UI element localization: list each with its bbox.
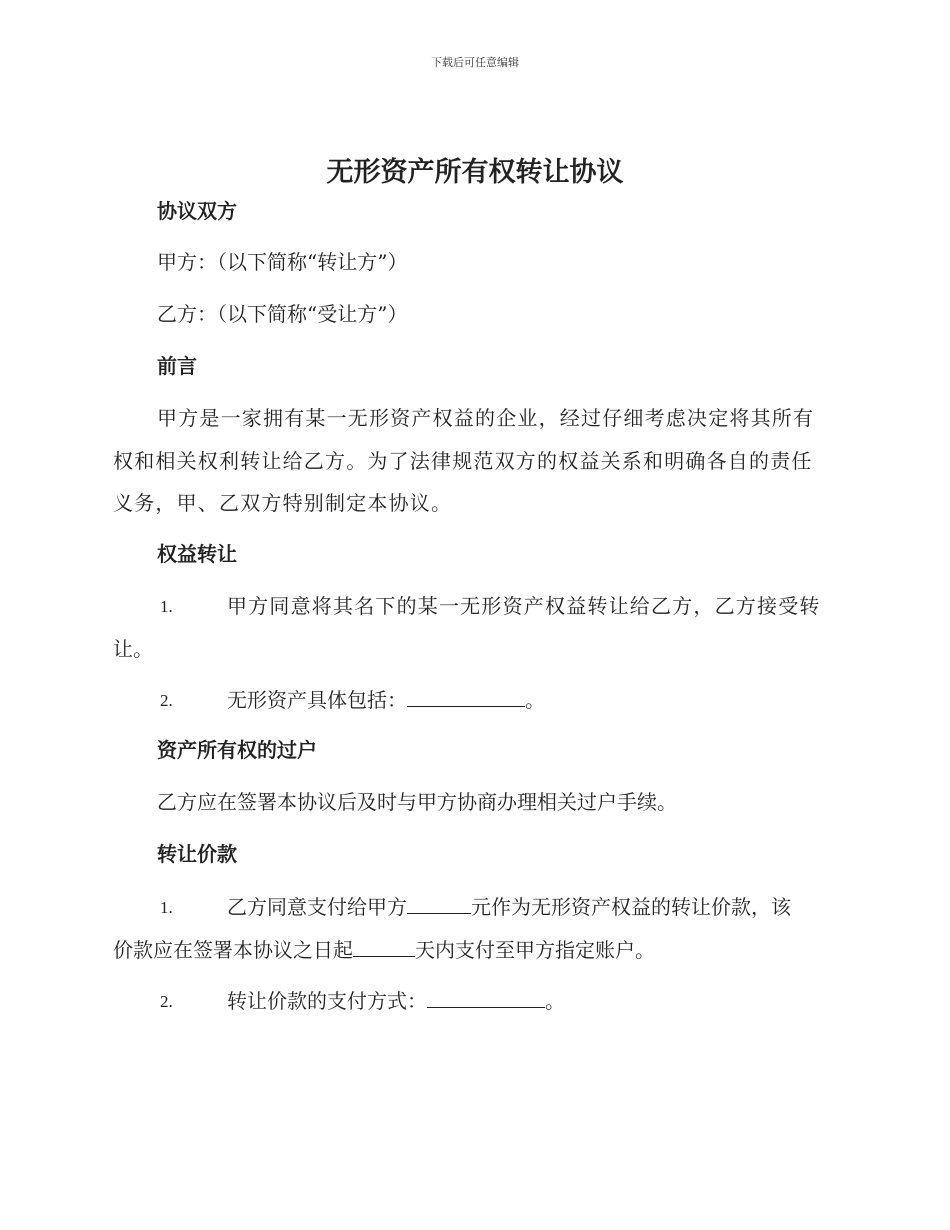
price-item-2-text: 转让价款的支付方式： — [227, 989, 427, 1013]
transfer-item-1-line-1: 甲方同意将其名下的某一无形资产权益转让给乙方，乙方接受转 — [227, 594, 821, 618]
transfer-item-1-line-2: 让。 — [113, 637, 153, 661]
ownership-heading: 资产所有权的过户 — [157, 738, 317, 762]
parties-heading: 协议双方 — [157, 199, 237, 223]
price-item-2-end: 。 — [545, 989, 565, 1013]
price-item-1-c: 价款应在签署本协议之日起 — [113, 938, 353, 962]
price-item-1-a: 乙方同意支付给甲方 — [227, 895, 407, 919]
preface-heading: 前言 — [157, 354, 197, 378]
payment-method-blank-field — [427, 987, 545, 1008]
transfer-item-1-number: 1. — [160, 597, 173, 616]
party-a-line: 甲方：（以下简称“转让方”） — [157, 250, 408, 274]
payment-days-blank-field — [353, 936, 415, 957]
transfer-heading: 权益转让 — [157, 542, 237, 566]
price-heading: 转让价款 — [157, 842, 237, 866]
price-item-1-d: 天内支付至甲方指定账户。 — [415, 938, 655, 962]
price-amount-blank-field — [407, 893, 471, 914]
transfer-item-2-end: 。 — [525, 688, 545, 712]
assets-blank-field — [407, 686, 525, 707]
party-b-line: 乙方：（以下简称“受让方”） — [157, 302, 408, 326]
transfer-item-2-line — [227, 686, 545, 714]
header-note: 下载后可任意编辑 — [431, 56, 519, 69]
price-item-2-number: 2. — [160, 992, 173, 1011]
price-item-1-line-1 — [227, 893, 791, 921]
preface-line-1: 甲方是一家拥有某一无形资产权益的企业，经过仔细考虑决定将其所有 — [157, 406, 815, 430]
ownership-text: 乙方应在签署本协议后及时与甲方协商办理相关过户手续。 — [157, 790, 677, 814]
price-item-1-line-2 — [113, 936, 655, 964]
price-item-2-line — [227, 987, 565, 1015]
transfer-item-2-text: 无形资产具体包括： — [227, 688, 407, 712]
price-item-1-number: 1. — [160, 898, 173, 917]
document-title: 无形资产所有权转让协议 — [326, 157, 624, 188]
price-item-1-b: 元作为无形资产权益的转让价款，该 — [471, 895, 791, 919]
preface-line-3: 义务，甲、乙双方特别制定本协议。 — [113, 491, 453, 515]
transfer-item-2-number: 2. — [160, 691, 173, 710]
preface-line-2: 权和相关权利转让给乙方。为了法律规范双方的权益关系和明确各自的责任 — [113, 449, 813, 473]
